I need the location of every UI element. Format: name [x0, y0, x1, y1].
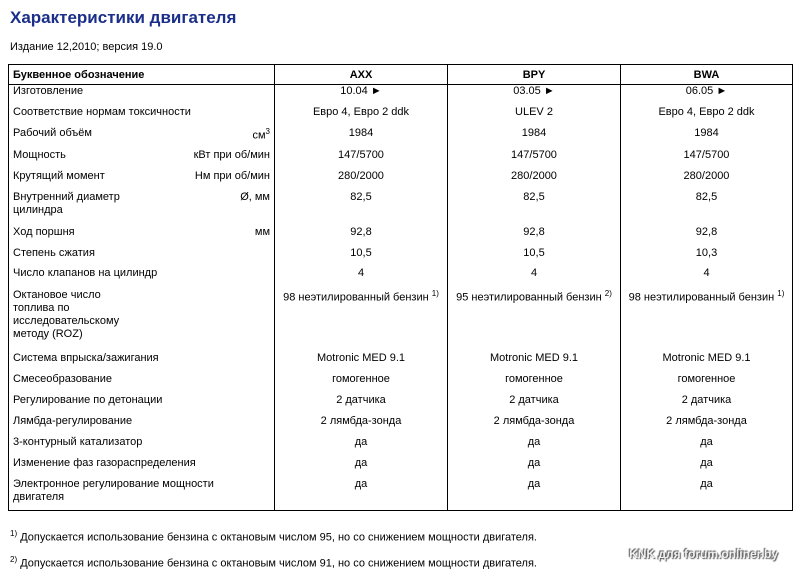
row-label: Крутящий момент	[13, 169, 105, 182]
table-row	[9, 436, 793, 457]
table-row	[9, 85, 793, 106]
cell-bpy: да	[448, 436, 621, 457]
footnote-mark: 2)	[10, 555, 18, 564]
cell-bpy: 4	[448, 267, 621, 289]
cell-bpy: да	[448, 478, 621, 511]
table-row	[9, 394, 793, 415]
table-row	[9, 106, 793, 127]
header-label: Буквенное обозначение	[9, 65, 275, 85]
cell-bwa: 10,3	[621, 247, 793, 267]
cell-axx: 82,5	[275, 191, 448, 226]
table-row	[9, 226, 793, 247]
cell-bwa: 4	[621, 267, 793, 289]
footnote-text: Допускается использование бензина с октановым числом 91, но со снижением мощности двигателя.	[20, 557, 537, 570]
footnote-1	[10, 529, 537, 544]
cell-bwa: 92,8	[621, 226, 793, 247]
row-label: Октановое число топлива по исследовательскому методу (ROZ)	[13, 288, 120, 340]
cell-bwa: 2 датчика	[621, 394, 793, 415]
row-label: Число клапанов на цилиндр	[13, 266, 158, 279]
cell-bpy: 95 неэтилированный бензин $^{2)}$	[448, 289, 621, 352]
footnote-mark: 1)	[10, 529, 18, 538]
cell-bpy: 1984	[448, 127, 621, 149]
cell-axx: да	[275, 478, 448, 511]
footnote-ref: 1)	[431, 288, 439, 298]
row-unit: мм	[254, 225, 270, 238]
row-unit: Ø, мм	[240, 190, 270, 203]
cell-axx: 280/2000	[275, 170, 448, 191]
header-engine-bwa: BWA	[621, 65, 793, 85]
cell-bpy: 280/2000	[448, 170, 621, 191]
cell-bwa: да	[621, 457, 793, 478]
cell-axx: 147/5700	[275, 149, 448, 170]
cell-bwa: 1984	[621, 127, 793, 149]
row-label: Смесеобразование	[13, 372, 112, 385]
cell-axx: 2 лямбда-зонда	[275, 415, 448, 436]
edition-info: Издание 12,2010; версия 19.0	[10, 41, 163, 53]
cell-bpy: Motronic MED 9.1	[448, 352, 621, 373]
page-title: Характеристики двигателя	[10, 8, 237, 27]
row-unit: $см^3$	[252, 126, 270, 142]
row-label: Регулирование по детонации	[13, 393, 163, 406]
cell-bwa: 06.05 ►	[621, 85, 793, 106]
row-label: Ход поршня	[13, 225, 75, 238]
row-label: Мощность	[13, 148, 66, 161]
row-label: Степень сжатия	[13, 246, 95, 259]
cell-bpy: гомогенное	[448, 373, 621, 394]
row-label: Внутренний диаметр цилиндра	[13, 190, 120, 216]
cell-axx: 10,5	[275, 247, 448, 267]
table-header-row	[9, 65, 793, 85]
table-row	[9, 127, 793, 149]
row-label: 3-контурный катализатор	[13, 435, 143, 448]
cell-axx: да	[275, 436, 448, 457]
cell-bwa: да	[621, 478, 793, 511]
cell-bpy: 2 датчика	[448, 394, 621, 415]
row-label: Соответствие нормам токсичности	[13, 105, 191, 118]
table-row	[9, 267, 793, 289]
cell-axx: 2 датчика	[275, 394, 448, 415]
cell-bwa: 2 лямбда-зонда	[621, 415, 793, 436]
cell-bwa: 280/2000	[621, 170, 793, 191]
row-label: Лямбда-регулирование	[13, 414, 133, 427]
footnote-ref: 1)	[777, 288, 785, 298]
footnote-ref: 2)	[604, 288, 612, 298]
cell-bwa: Motronic MED 9.1	[621, 352, 793, 373]
table-row	[9, 352, 793, 373]
footnote-text: Допускается использование бензина с октановым числом 95, но со снижением мощности двигателя.	[20, 531, 537, 544]
row-label: Изготовление	[13, 85, 84, 97]
cell-bpy: 92,8	[448, 226, 621, 247]
cell-axx: да	[275, 457, 448, 478]
unit-superscript: 3	[265, 126, 270, 136]
row-label: Рабочий объём	[13, 126, 92, 139]
row-label: Электронное регулирование мощности двигателя	[13, 477, 214, 503]
cell-axx: гомогенное	[275, 373, 448, 394]
cell-axx: Евро 4, Евро 2 ddk	[275, 106, 448, 127]
engine-spec-table	[8, 64, 793, 511]
cell-axx: 1984	[275, 127, 448, 149]
cell-bwa: да	[621, 436, 793, 457]
table-row	[9, 191, 793, 226]
cell-axx: Motronic MED 9.1	[275, 352, 448, 373]
cell-bpy: ULEV 2	[448, 106, 621, 127]
cell-bwa: Евро 4, Евро 2 ddk	[621, 106, 793, 127]
table-row	[9, 247, 793, 267]
cell-bwa: 82,5	[621, 191, 793, 226]
watermark: KNK для forum.onliner.by	[629, 547, 778, 561]
table-row	[9, 373, 793, 394]
cell-bpy: 147/5700	[448, 149, 621, 170]
cell-bpy: да	[448, 457, 621, 478]
table-row	[9, 457, 793, 478]
header-engine-axx: AXX	[275, 65, 448, 85]
row-unit: кВт при об/мин	[193, 148, 270, 161]
cell-bwa: 147/5700	[621, 149, 793, 170]
header-engine-bpy: BPY	[448, 65, 621, 85]
cell-bpy: 82,5	[448, 191, 621, 226]
cell-axx: 98 неэтилированный бензин $^{1)}$	[275, 289, 448, 352]
cell-bwa: 98 неэтилированный бензин $^{1)}$	[621, 289, 793, 352]
cell-axx: 10.04 ►	[275, 85, 448, 106]
row-unit: Нм при об/мин	[194, 169, 270, 182]
cell-axx: 4	[275, 267, 448, 289]
cell-bpy: 03.05 ►	[448, 85, 621, 106]
table-row	[9, 289, 793, 352]
cell-axx: 92,8	[275, 226, 448, 247]
cell-bpy: 10,5	[448, 247, 621, 267]
footnote-2	[10, 555, 537, 570]
cell-bpy: 2 лямбда-зонда	[448, 415, 621, 436]
table-row	[9, 170, 793, 191]
row-label: Изменение фаз газораспределения	[13, 456, 196, 469]
table-row	[9, 149, 793, 170]
table-row	[9, 415, 793, 436]
cell-bwa: гомогенное	[621, 373, 793, 394]
table-row	[9, 478, 793, 511]
row-label: Система впрыска/зажигания	[13, 351, 159, 364]
